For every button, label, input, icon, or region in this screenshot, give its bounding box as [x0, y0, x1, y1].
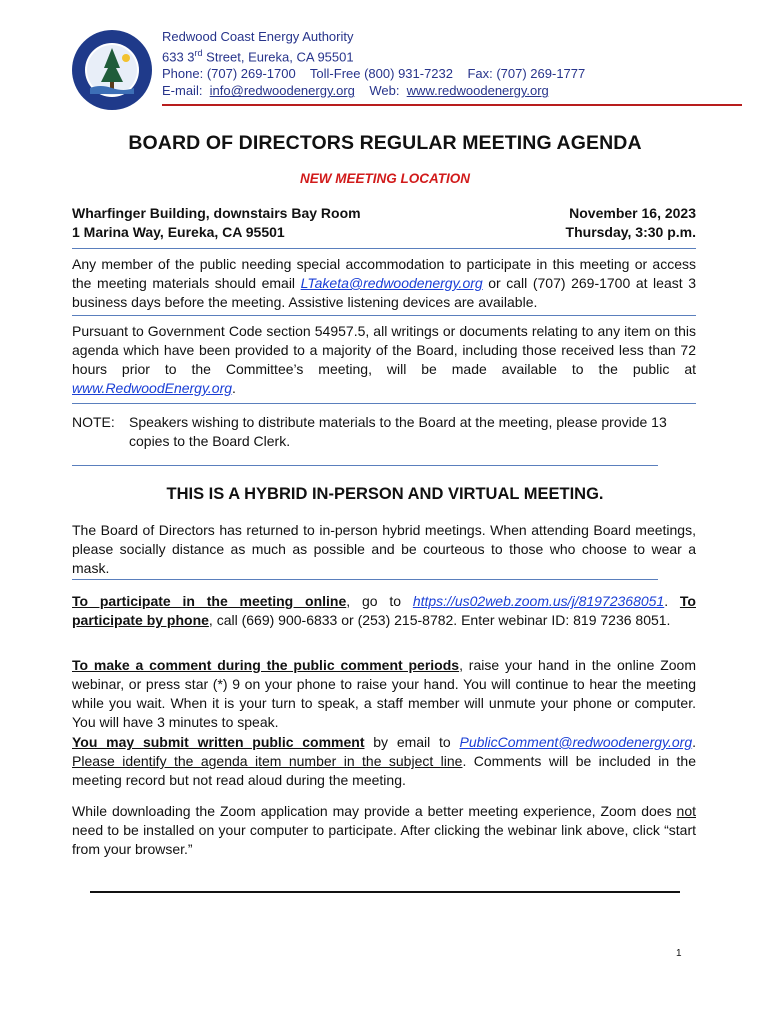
written-comment-paragraph: You may submit written public comment by email to PublicComment@redwoodenergy.org. Please identify the agenda item number in the subject line. Comments will be included in the meeting record but not read aloud during the meeting.	[72, 734, 696, 788]
divider	[72, 403, 696, 404]
divider	[72, 248, 696, 249]
divider	[72, 579, 658, 580]
new-location-notice: NEW MEETING LOCATION	[300, 171, 470, 186]
page-number: 1	[676, 948, 682, 959]
rcea-website-link[interactable]: www.RedwoodEnergy.org	[72, 380, 233, 396]
accommodation-email-link[interactable]: LTaketa@redwoodenergy.org	[300, 275, 483, 291]
org-name: Redwood Coast Energy Authority	[162, 29, 354, 44]
accommodation-paragraph: Any member of the public needing special accommodation to participate in this meeting or access the meeting materials should email LTaketa@redwoodenergy.org or call (707) 269-1700 at least 3 business days before the meeting. Assistive listening devices are available.	[72, 256, 696, 310]
gov-code-paragraph: Pursuant to Government Code section 54957.5, all writings or documents relating to any item on this agenda which have been provided to a majority of the Board, including those received less than 72 hours prior to the Committee’s meeting, will be made available to the public at www.RedwoodEnergy.org.	[72, 323, 696, 396]
zoom-link[interactable]: https://us02web.zoom.us/j/81972368051	[412, 593, 665, 609]
org-contact: E-mail: info@redwoodenergy.org Web: www.redwoodenergy.org	[162, 83, 549, 99]
hybrid-heading: THIS IS A HYBRID IN-PERSON AND VIRTUAL MEETING.	[166, 485, 604, 503]
footer-divider	[90, 891, 680, 893]
comment-paragraph: To make a comment during the public comment periods, raise your hand in the online Zoom webinar, or press star (*) 9 on your phone to raise your hand. You will continue to hear the meeting while you wait. When it is your turn to speak, a staff member will unmute your phone or computer. You will have 3 minutes to speak.	[72, 657, 696, 730]
note-text: Speakers wishing to distribute materials to the Board at the meeting, please provide 13 copies to the Board Clerk.	[129, 414, 667, 449]
page-title: BOARD OF DIRECTORS REGULAR MEETING AGENDA	[128, 132, 642, 154]
speaker-note	[72, 413, 696, 451]
participate-paragraph: To participate in the meeting online, go to https://us02web.zoom.us/j/81972368051. To participate by phone, call (669) 900-6833 or (253) 215-8782. Enter webinar ID: 819 7236 8051.	[72, 593, 696, 628]
rcea-logo	[70, 28, 154, 112]
org-web-link[interactable]: www.redwoodenergy.org	[406, 83, 549, 99]
divider	[72, 315, 696, 316]
divider	[72, 465, 658, 466]
note-label: NOTE:	[72, 414, 115, 430]
org-phone: Phone: (707) 269-1700 Toll-Free (800) 931-7232 Fax: (707) 269-1777	[162, 66, 586, 82]
meeting-venue: Wharfinger Building, downstairs Bay Room 1 Marina Way, Eureka, CA 95501	[72, 205, 361, 240]
org-address: 633 3rd Street, Eureka, CA 95501	[162, 48, 354, 65]
letterhead-divider	[162, 104, 742, 106]
org-email-link[interactable]: info@redwoodenergy.org	[209, 83, 355, 99]
hybrid-paragraph: The Board of Directors has returned to in-person hybrid meetings. When attending Board meetings, please socially distance as much as possible and be courteous to those who choose to wear a mask.	[72, 522, 696, 576]
meeting-date: November 16, 2023 Thursday, 3:30 p.m.	[565, 205, 696, 240]
zoom-note-paragraph: While downloading the Zoom application may provide a better meeting experience, Zoom does not need to be installed on your computer to participate. After clicking the webinar link above, click “start from your browser.”	[72, 803, 696, 857]
public-comment-email-link[interactable]: PublicComment@redwoodenergy.org	[459, 734, 693, 750]
letterhead	[162, 28, 585, 99]
